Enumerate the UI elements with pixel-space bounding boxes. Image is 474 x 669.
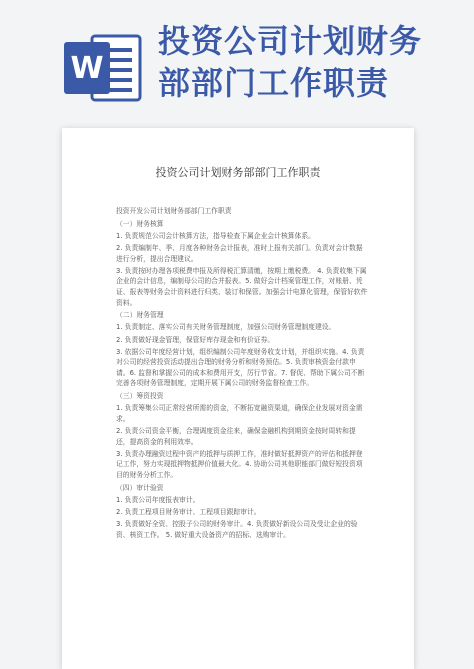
- paragraph: 1. 负责筹集公司正常经营所需的资金，不断拓宽融资渠道，确保企业发展对资金需求。: [116, 404, 363, 423]
- paragraph: 2. 负责工程项目财务审计、工程项目跟踪审计。: [116, 507, 261, 516]
- paragraph: 2. 负责做好现金管理，保管好库存现金和有价证券。: [116, 335, 275, 344]
- paragraph: 3. 依据公司年度经营计划，组织编制公司年度财务收支计划，并组织实施。4. 负责对公司的经营投资活动提出合理的财务分析和财务预估。5. 负责审核资金付款申请。6. 监督和掌握公司的成本和费用开支，厉行节省。7. 督促、帮助下属公司不断完善各项财务管理制度，定期开展下属公司的财务监督检查工作。: [116, 347, 365, 388]
- document-body: [116, 206, 368, 542]
- paragraph: 1. 负责公司年度报表审计。: [116, 495, 200, 504]
- banner-title-line-1: 投资公司计划财务: [158, 22, 423, 60]
- banner-title: [158, 20, 458, 104]
- document-title: 投资公司计划财务部部门工作职责: [155, 166, 321, 179]
- section-heading: （二）财务管理: [116, 311, 164, 320]
- section-heading: （一）财务核算: [116, 219, 164, 228]
- document-page: [62, 128, 414, 669]
- banner-title-line-2: 部部门工作职责: [158, 64, 390, 102]
- paragraph: 3. 负责办理融资过程中资产的抵押与质押工作，准时做好抵押资产的评估和抵押登记工作，努力实现抵押物抵押价值最大化。4. 协助公司其他职能部门做好短投资项目的财务分析工作。: [116, 449, 363, 479]
- paragraph: 3. 负责做好全资、控股子公司的财务审计。4. 负责做好新设公司及受让企业的验资、核资工作。 5. 做好重大设备资产的招标、选购审计。: [116, 520, 358, 539]
- header-banner: [0, 0, 474, 120]
- paragraph: 2. 负责编制年、季、月度各种财务会计报表，准时上报有关部门。负责对会计数据进行分析，提出合理建议。: [116, 243, 363, 263]
- paragraph: 3. 负责按时办理各项税费申报及所得税汇算清缴，按期上缴税费。 4. 负责收集下属企业的会计信息，编制母公司的合并报表。5. 做好会计档案管理工作，对账册、凭证、报表等财务会计资料进行归类、装订和保管。加强会计电算化管理，保管好软件资料。: [116, 266, 368, 307]
- paragraph: 1. 负责制定、落实公司有关财务管理制度，加强公司财务管理制度建设。: [116, 323, 336, 332]
- paragraph: 2. 负责公司资金平衡，合理调度资金往来，确保金融机构到期资金按时周转和提还，提高资金的利用效率。: [116, 427, 356, 446]
- word-document-icon: [62, 28, 144, 108]
- section-heading: （三）筹资投资: [116, 392, 164, 401]
- paragraph: 1. 负责规范公司会计核算方法，指导检查下属企业会计核算体系。: [116, 231, 315, 240]
- doc-heading: 投资开发公司计划财务部部门工作职责: [116, 207, 232, 215]
- word-logo-letter: W: [70, 51, 104, 86]
- section-heading: （四）审计验资: [116, 483, 164, 492]
